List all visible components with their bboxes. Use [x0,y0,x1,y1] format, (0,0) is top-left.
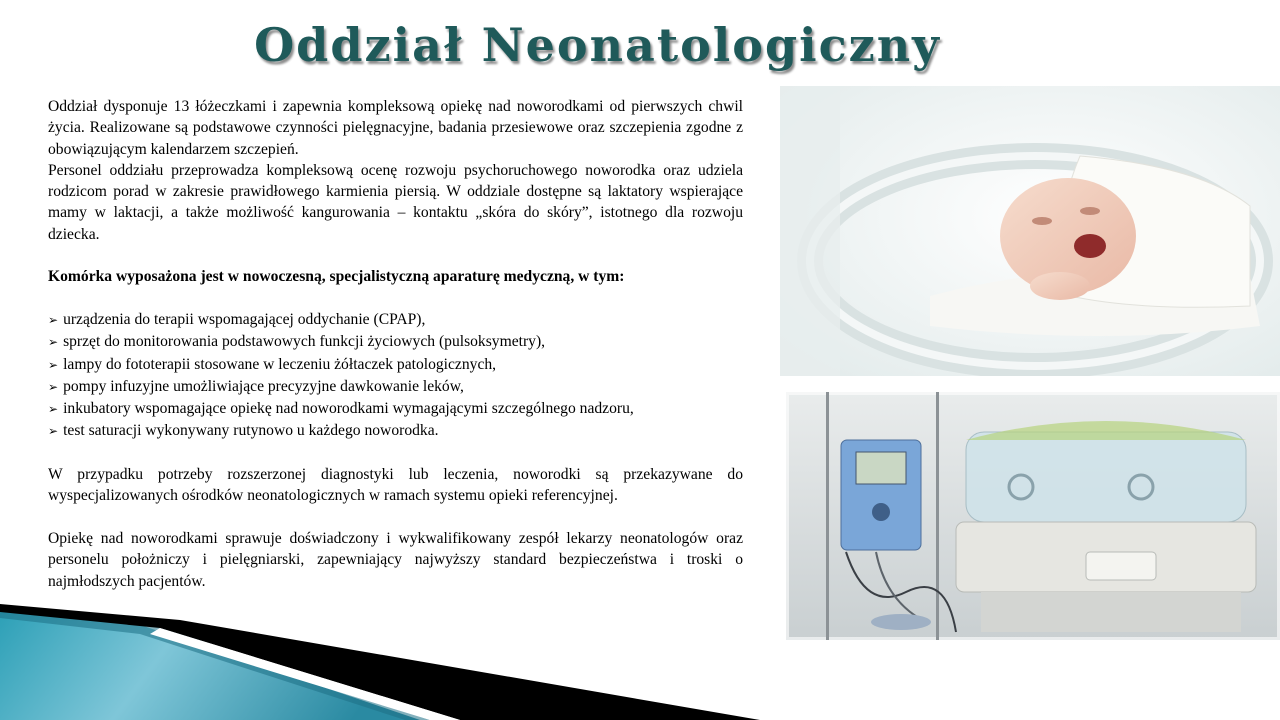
content-text [48,96,743,592]
equipment-item: ➢ urządzenia do terapii wspomagającej oddychanie (CPAP), [48,310,426,328]
arrow-bullet-icon: ➢ [48,379,59,394]
arrow-bullet-icon: ➢ [48,402,59,417]
arrow-bullet-icon: ➢ [48,312,59,327]
slide-title: Oddział Neonatologiczny [254,18,941,72]
arrow-bullet-icon: ➢ [48,424,59,439]
equipment-item: ➢ lampy do fototerapii stosowane w leczeniu żółtaczek patologicznych, [48,355,497,373]
staff-paragraph: Opiekę nad noworodkami sprawuje doświadczony i wykwalifikowany zespół lekarzy neonatologów oraz personelu położniczy i pielęgniarski, zapewniający najwyższy standard bezpieczeństwa i troski o najmłodszych pacjentów. [48,529,743,590]
intro-paragraph-2: Personel oddziału przeprowadza kompleksową ocenę rozwoju psychoruchowego noworodka oraz udziela rodzicom porad w zakresie prawidłowego karmienia piersią. W oddziale dostępne są laktatory wspierające mamy w laktacji, a także możliwość kangurowania – kontaktu „skóra do skóry”, istotnego dla rozwoju dziecka. [48,161,743,243]
equipment-item: ➢ pompy infuzyjne umożliwiające precyzyjne dawkowanie leków, [48,377,464,395]
incubator-photo [786,392,1280,640]
equipment-item: ➢ test saturacji wykonywany rutynowo u każdego noworodka. [48,422,439,440]
arrow-bullet-icon: ➢ [48,357,59,372]
newborn-photo [780,86,1280,376]
equipment-item: ➢ inkubatory wspomagające opiekę nad noworodkami wymagającymi szczególnego nadzoru, [48,400,634,418]
equipment-heading: Komórka wyposażona jest w nowoczesną, specjalistyczną aparaturę medyczną, w tym: [48,268,625,286]
decorative-swoosh [0,600,760,720]
arrow-bullet-icon: ➢ [48,335,59,350]
referral-paragraph: W przypadku potrzeby rozszerzonej diagnostyki lub leczenia, noworodki są przekazywane do wyspecjalizowanych ośrodków neonatologicznych w ramach systemu opieki referencyjnej. [48,466,743,505]
equipment-item: ➢ sprzęt do monitorowania podstawowych funkcji życiowych (pulsoksymetry), [48,333,546,351]
equipment-list [48,309,743,443]
intro-paragraph-1: Oddział dysponuje 13 łóżeczkami i zapewnia kompleksową opiekę nad noworodkami od pierwszych chwil życia. Realizowane są podstawowe czynności pielęgnacyjne, badania przesiewowe oraz szczepienia zgodne z obowiązującym kalendarzem szczepień. [48,98,743,158]
